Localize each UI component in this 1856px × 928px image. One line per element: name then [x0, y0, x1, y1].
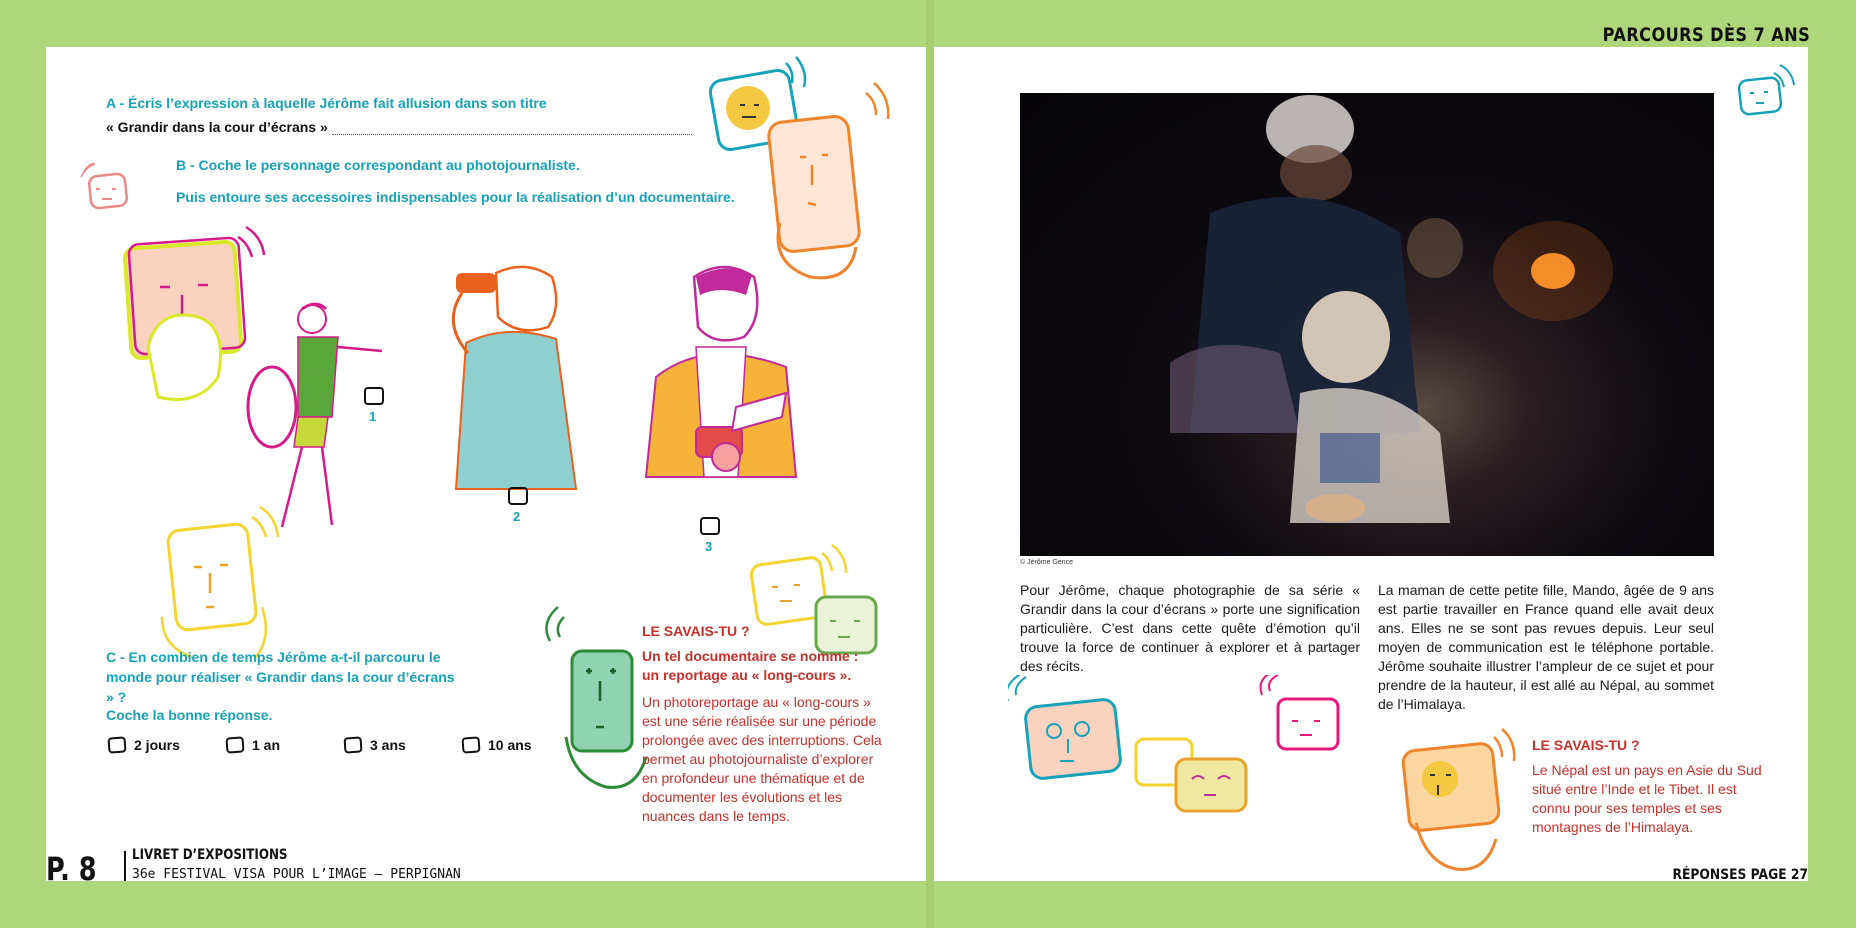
screen-faces-bottom-doodle-icon [1008, 675, 1368, 845]
savais-tu-title: LE SAVAIS-TU ? [642, 623, 750, 639]
option-label: 2 jours [134, 737, 180, 753]
documentary-photo [1020, 93, 1714, 556]
figure-3-checkbox[interactable] [700, 517, 720, 535]
option-label: 3 ans [370, 737, 406, 753]
figure-2-checkbox[interactable] [508, 487, 528, 505]
option-10-ans[interactable] [462, 737, 532, 753]
option-checkbox[interactable] [107, 736, 126, 753]
page-number: P. 8 [46, 850, 97, 888]
savais-tu-body: Le Népal est un pays en Asie du Sud situé entre l’Inde et le Tibet. Il est connu pour ses temples et ses montagnes de l’Himalaya. [1532, 762, 1762, 835]
question-a: A - Écris l’expression à laquelle Jérôme fait allusion dans son titre [106, 95, 547, 111]
option-3-ans[interactable] [344, 737, 406, 753]
festival-name: 36e FESTIVAL VISA POUR L’IMAGE – PERPIGNAN [132, 867, 461, 882]
answer-a-line [106, 119, 692, 135]
figure-2-binoculars-icon [426, 253, 606, 523]
option-2-jours[interactable] [108, 737, 180, 753]
answer-dotted-line[interactable] [332, 121, 692, 135]
option-label: 1 an [252, 737, 281, 753]
question-c: C - En combien de temps Jérôme a-t-il parcouru le monde pour réaliser « Grandir dans la cour d’écrans » ? [106, 649, 455, 705]
screen-face-doodle-icon [78, 157, 138, 217]
savais-tu-body: Un photoreportage au « long-cours » est une série réalisée sur une période prolongée avec des interruptions. Cela permet au photojournaliste d’explorer en profondeur une thématique et de documenter les évolutions et les nuances dans le temps. [642, 694, 882, 824]
figure-3-photographer-icon [636, 257, 816, 537]
savais-tu-box-left [642, 623, 892, 826]
orange-hand-screen-doodle-icon [1386, 727, 1526, 877]
option-checkbox[interactable] [343, 736, 362, 753]
answer-a: « Grandir dans la cour d’écrans » [106, 119, 328, 135]
header-tag: PARCOURS DÈS 7 ANS [1602, 24, 1810, 46]
right-page [934, 47, 1808, 881]
left-page [46, 47, 926, 888]
figure-1-checkbox[interactable] [364, 387, 384, 405]
small-teal-face-doodle-icon [1734, 57, 1798, 121]
instruction-c: Coche la bonne réponse. [106, 707, 273, 723]
question-b: B - Coche le personnage correspondant au photojournaliste. [176, 157, 580, 173]
answers-page-ref: RÉPONSES PAGE 27 [1672, 867, 1808, 883]
body-column-1: Pour Jérôme, chaque photographie de sa série « Grandir dans la cour d’écrans » porte une signification particulière. C’est dans cette quête d’émotion qu’il trouve la force de continuer à explorer et à partager des récits. [1020, 582, 1360, 674]
photo-scene-icon [1020, 93, 1714, 556]
option-label: 10 ans [488, 737, 532, 753]
figure-1-number: 1 [369, 409, 377, 424]
savais-tu-lead: Un tel documentaire se nomme : un reportage au « long-cours ». [642, 648, 859, 683]
body-column-2: La maman de cette petite fille, Mando, âgée de 9 ans est partie travailler en France quand elle avait deux ans. Elles ne se sont pas revues depuis. Leur seul moyen de communication est le téléphone portable. Jérôme souhaite illustrer l’ampleur de ce sujet et pour prendre de la hauteur, il est allé au Népal, au sommet de l’Himalaya. [1378, 582, 1714, 712]
option-1-an[interactable] [226, 737, 280, 753]
savais-tu-box-right [1532, 737, 1772, 837]
footer-divider [124, 851, 126, 881]
savais-tu-title: LE SAVAIS-TU ? [1532, 737, 1640, 753]
booklet-title: LIVRET D’EXPOSITIONS [132, 847, 288, 863]
instruction-b: Puis entoure ses accessoires indispensables pour la réalisation d’un documentaire. [176, 189, 735, 205]
option-checkbox[interactable] [225, 736, 244, 753]
photo-credit: © Jérôme Gence [1020, 559, 1074, 566]
figure-2-number: 2 [513, 509, 521, 524]
option-checkbox[interactable] [461, 736, 480, 753]
figure-3-number: 3 [705, 539, 713, 554]
